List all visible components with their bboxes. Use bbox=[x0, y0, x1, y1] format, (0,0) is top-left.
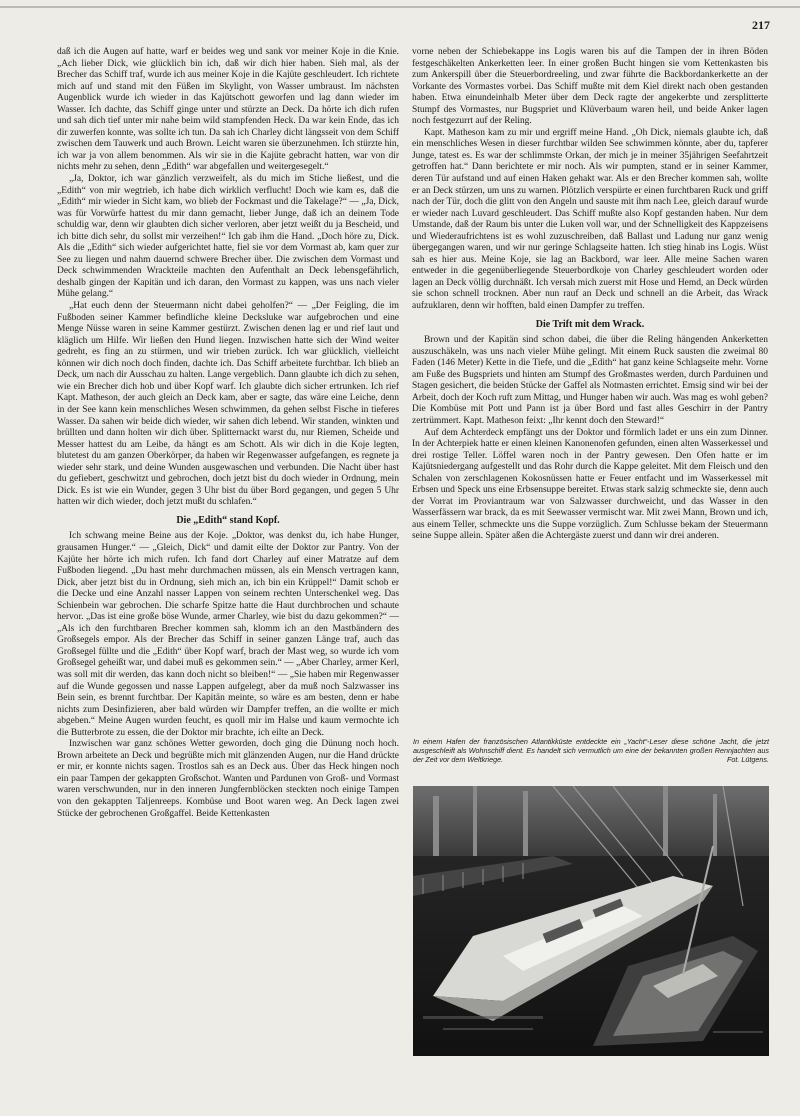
left-column bbox=[57, 47, 399, 1105]
page-number: 217 bbox=[752, 18, 770, 32]
harbor-yacht-photo bbox=[413, 786, 769, 1056]
left-paragraph-5: Inzwischen war ganz schönes Wetter geworden, doch ging die Dünung noch hoch. Brown arbeitete an Deck und begrüßte mich mit glänzenden Augen, nur die Hand drückte er mir, er konnte nichts sagen. Trostlos sah es an Deck aus. Über das Heck hingen noch ein paar Tampen der gekappten Großschot. Wanten und Pardunen von Groß- und Vormast waren verschwunden, nur in den inneren Jungfernblöcken steckten noch einige Tampen von den gekappten Taljenreeps. Kombüse und Boot waren weg. An Deck lagen zwei Stücke der gebrochenen Großgaffel. Beide Kettenkasten bbox=[57, 739, 399, 819]
right-paragraph-4: Auf dem Achterdeck empfängt uns der Doktor und förmlich ladet er uns ein zum Dinner. In der Achterpiek hatte er einen kleinen Kanonenofen gefunden, einen alten Wasserkessel und drei rostige Teller. Löffel waren noch in der Pantry gewesen. Den Ofen hatte er im Kajütsniedergang aufgestellt und das Rohr durch die Kappe geleitet. Mit dem Fleisch und den Schalen von zerschlagenen Kokosnüssen hatte er Feuer entfacht und im Wasserkessel mit Erbsen und Speck uns eine Erbsensuppe bereitet. Etwas stark salzig schmeckte sie, denn auch der Vorrat im Proviantraum war von Salzwasser durchweicht, und das Wasser in den Wasserfässern war brack, da es mit Seewasser vermischt war. Mit zwei Mann, Brown und ich, aus einem Teller, schmeckte uns die Suppe vorzüglich. Zum Schlusse bekam der Steuermann seine Suppe allein. Später aßen die Achtergäste zuerst und dann wir drei anderen. bbox=[412, 427, 768, 542]
section-heading-trift: Die Trift mit dem Wrack. bbox=[535, 318, 645, 330]
caption-text: In einem Hafen der französischen Atlantikküste entdeckte ein „Yacht“-Leser diese schöne Jacht, die jetzt ausgeschleift als Wohnschiff dient. Es handelt sich vermutlich um eine der bekannten großen Rennjachten aus der Zeit vor dem Weltkriege. bbox=[413, 737, 769, 765]
header-rule bbox=[0, 6, 800, 8]
section-heading-edith: Die „Edith“ stand Kopf. bbox=[176, 514, 280, 526]
left-paragraph-1: daß ich die Augen auf hatte, warf er beides weg und sank vor meiner Koje in die Knie. „Ach lieber Dick, wie glücklich bin ich, daß wir dich hier haben. Sieh mal, als der Brecher das Schiff traf, wurde ich aus meiner Koje in die Kajüte geschleudert. Ich richtete mich auf und stand mit den Füßen im Skylight, von Wasser umbraust. Im nächsten Augenblick wurde ich wieder in das Kajütschott geworfen und lag dann wieder im Wasser. Ich dachte, das Schiff ginge unter und stürzte an Deck. Da hörte ich dich rufen und sah dich tief unter mir nahe beim wild stampfenden Heck. Da war kein Ende, das ich dir zuwerfen konnte, was sollte ich tun. Da sah ich Charley dicht längsseit von dem Schiff zwischen dem Tauwerk und auch Brown. Leicht waren sie überzunehmen. Ich stürzte hin, ich war ja von allem benommen. Als wir sie in die Kajüte gebracht hatten, war von dir nichts mehr zu sehen, denn „Edith“ war abgefallen und weitergesegelt.“ bbox=[57, 47, 399, 173]
right-column bbox=[412, 47, 768, 752]
photo-credit: Fot. Lütgens. bbox=[727, 755, 769, 765]
right-paragraph-2: Kapt. Matheson kam zu mir und ergriff meine Hand. „Oh Dick, niemals glaubte ich, daß ein menschliches Wesen in dieser furchtbar wilden See schwimmen könnte, aber du, tapferer Junge, tatest es. Es war der schlimmste Orkan, der mich je in meiner 35jährigen Seefahrtzeit getroffen hat.“ Dann berichtete er mir noch. Als wir pumpten, stand er in seiner Kammer, deren Tür aufstand und auf einen Haken gehakt war. Als er den Brecher kommen sah, wollte er an Deck stürzen, um uns zu warnen. Plötzlich verspürte er einen furchtbaren Ruck und griff nach der Tür, doch die glitt von den Angeln und sauste mit ihm nach Lee, gleich darauf wurde er wieder nach Luvard geschleudert. Das Schiff mußte also Kopf gestanden haben. Nur dem Umstande, daß der Raum bis unter die Luken voll war, und der Schnelligkeit des Kappzeisens und Wiederaufrichtens ist es wohl zuzuschreiben, daß Ballast und Ladung nur ganz wenig übergegangen waren, und wir nur geringe Schlagseite hatten. Ich stieg hinab ins Logis. Wüst sah es hier aus. Meine Koje, sie lag an Backbord, war leer. Alle meine Sachen waren entweder in die gegenüberliegende Steuerbordkoje von Charley geschleudert worden oder lagen an Deck völlig durchnäßt. Ich versah mich zuerst mit Hose und Hemd, an Deck würden sie schon schnell trocknen. Aber nun rauf an Deck und schnell an die Arbeit, das Wrack aufzuklaren, denn wir hofften, bald einen Dampfer zu treffen. bbox=[412, 127, 768, 312]
left-paragraph-4: Ich schwang meine Beine aus der Koje. „Doktor, was denkst du, ich habe Hunger, grausamen Hunger.“ — „Gleich, Dick“ und damit eilte der Doktor zur Pantry. Von der Kajüte her hörte ich mich rufen. Ich fand dort Charley auf einer Matratze auf dem Fußboden liegend. „Du hast mehr durchmachen müssen, als ein Mensch vertragen kann, Dick, aber jetzt bist du in Ordnung, sieh mich an, ich bin ein Krüppel!“ Damit schob er die Decke und eine Anzahl nasser Lappen von seinem rechten Unterschenkel weg. Das Schienbein war gebrochen. Die scharfe Spitze hatte die Haut durchbrochen und schaute hervor. „Das ist eine große böse Wunde, armer Charley, wie bist du dazu gekommen?“ — „Als ich den furchtbaren Brecher kommen sah, klomm ich an den Mastbändern des Großsegels empor. Als der Brecher das Schiff in seiner ganzen Länge traf, auch das Großsegel füllte und die „Edith“ über Kopf warf, brach der Mast weg, so wurde ich vom Großsegel geheißt war, und dabei muß es gekommen sein.“ — „Aber Charley, armer Kerl, was soll mit dir werden, das kann doch nicht so bleiben!“ — „Sie haben mir Regenwasser auf die Wunde gegossen und nasse Lappen aufgelegt, aber da muß noch Salzwasser ins Bein sein, es brennt furchtbar. Der Kapitän meinte, so wäre es am besten, denn er habe nichts zum Desinfizieren, aber bald würden wir Dampfer treffen, an die wollte er mich abgeben.“ Meine Augen wurden feucht, es quoll mir im Halse und kaum vermochte ich die Butterbrote zu essen, die der Doktor mir brachte, ich eilte an Deck. bbox=[57, 531, 399, 738]
photo-illustration bbox=[413, 786, 769, 1056]
right-paragraph-3: Brown und der Kapitän sind schon dabei, die über die Reling hängenden Ankerketten auszuschäkeln, was uns nach vieler Mühe gelingt. Mit einem Ruck sausten die zweimal 80 Faden (146 Meter) Kette in die Tiefe, und die „Edith“ hat ganz keine Schlagseite mehr. Vorne am Fuße des Bugspriets und hinten am Stumpf des Großmastes werden, durch Parduinen und Stagen gesichert, die beiden Stücke der Gaffel als Notmasten errichtet. Emsig sind wir bei der Arbeit, doch der Koch ruft zum Mittag, und Hunger haben wir auch. Was mag es wohl geben? Die Kombüse mit Pott und Pann ist ja über Bord und fast alles Geschirr in der Pantry zertrümmert. Kapt. Matheson feixt: „Ihr kennt doch den Steward!“ bbox=[412, 335, 768, 426]
left-paragraph-3: „Hat euch denn der Steuermann nicht dabei geholfen?“ — „Der Feigling, die im Fußboden seiner Kammer befindliche kleine Decksluke war aufgebrochen und eine Menge Nüsse waren in seine Kammer gestürzt. Zwischen denen lag er und rief laut und kläglich um Hilfe. Wir ließen den Hund liegen. Inzwischen hatte sich der Wind weiter gedreht, es fing an zu stürmen, und wir trieben zurück. Ich war glücklich, vielleicht können wir dich noch doch finden, dachte ich. Das Schiff arbeitete furchtbar. Ich blieb an Deck, um nach dir Ausschau zu halten. Lange vergeblich. Dann glaubte ich dich zu sehen, wie ein Brecher dich hob und über Kopf warf. Ich glaubte dich sicher ertrunken. Ich rief Kapt. Matheson, der auch gleich an Deck kam, aber er sagte, das wäre eine Leiche, denn in der See kann kein menschliches Wesen schwimmen, da gehen selbst Fische in tieferes Wasser. Da sahen wir beide dich wieder, wir sahen dich lebend. Wir standen, winkten und brüllten und dann holten wir dich über. Splitternackt warst du, nur Riemen, Scheide und Messer hattest du am Leibe, da hängt es am Schott. Als wir dich in die Koje legten, blutetest du am ganzen Oberkörper, da haben wir Regenwasser aufgefangen, es regnete ja wieder sehr stark, und deine Wunden ausgewaschen und verbunden. Die Nacht über hast du gefiebert, geschwitzt und gebrochen, doch jetzt bist du doch wieder in Ordnung, mein Dick. Es ist wie ein Wunder, gegen 3 Uhr bist du über Bord gegangen, und gegen 5 Uhr hatten wir dich wieder, doch jetzt mußt du schlafen.“ bbox=[57, 301, 399, 508]
left-paragraph-2: „Ja, Doktor, ich war gänzlich verzweifelt, als du mich im Stiche ließest, und die „Edith“ von mir wegtrieb, ich habe dich wirklich verflucht! Doch wie kam es, daß die „Edith“ mir wieder in Sicht kam, wo blieb der Fockmast und die Takelage?“ — „Ja, Dick, was für Vorwürfe hattest du mir dann gemacht, lieber Junge, daß ich an deinem Tode schuldig war, denn wir glaubten dich sicher verloren, aber jetzt weißt du ja Bescheid, und ich bitte dich sehr, du sollst mir verzeihen!“ Ich gab ihm die Hand. „Doch höre zu, Dick. Als die „Edith“ sich wieder aufgerichtet hatte, fiel sie vor dem Vormast ab, kam quer zur See zu liegen und nahm dauernd schwere Brecher über. Die zwischen dem Vormast und Deck schwimmenden Wrackteile machten den Aufenthalt an Deck lebensgefährlich, deshalb gingen der Kapitän und ich daran, den Vormast zu kappen, was uns nach vieler Mühe gelang.“ bbox=[57, 174, 399, 300]
photo-caption bbox=[413, 737, 769, 765]
right-paragraph-1: vorne neben der Schiebekappe ins Logis waren bis auf die Tampen der in ihren Böden festgeschäkelten Ankerketten leer. In einer großen Bucht hingen sie vom Kettenkasten bis zum Ankerspill über die Steuerbordreeling, und zwar führte die Backbordankerkette an der Vorkante des Vormastes vorbei. Das Schiff mußte mit dem Kiel direkt nach oben gestanden haben. Etwa einundeinhalb Meter über dem Deck ragte der angekerbte und zersplitterte Stumpf des Vormastes, nur Bugspriet und Klüverbaum waren heil, und beide Anker lagen noch festgezurrt auf der Reling. bbox=[412, 47, 768, 127]
